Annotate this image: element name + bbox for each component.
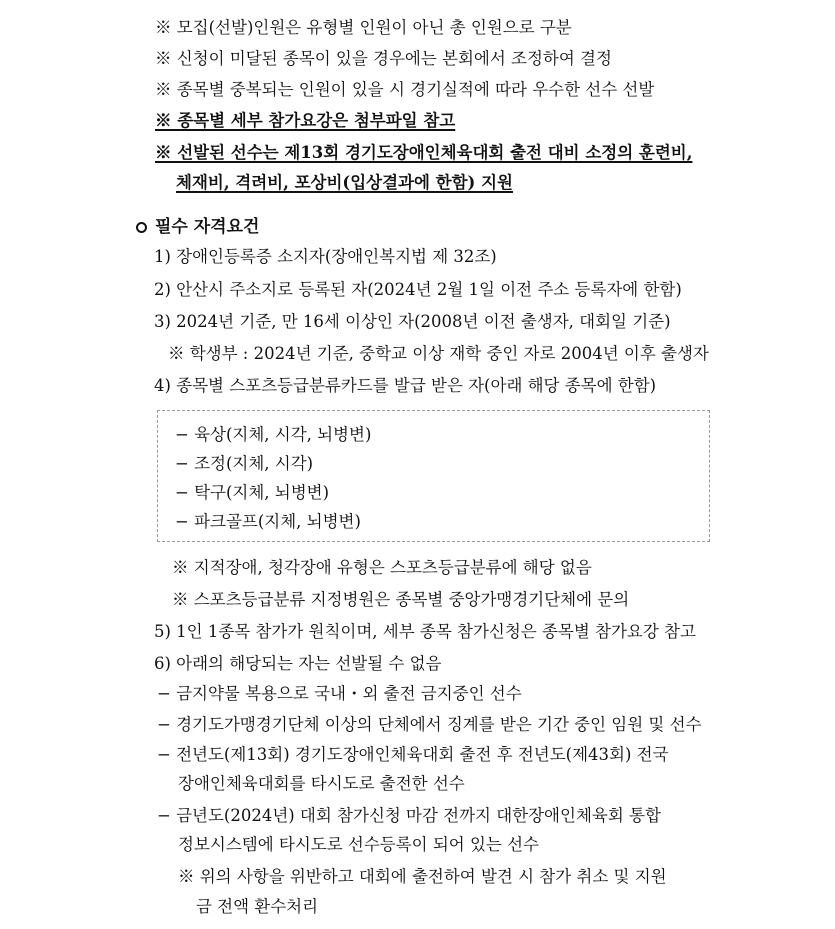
requirement-2: 2) 안산시 주소지로 등록된 자(2024년 2월 1일 이전 주소 등록자에 한함) — [154, 280, 682, 299]
requirement-1: 1) 장애인등록증 소지자(장애인복지법 제 32조) — [154, 247, 497, 266]
exclusion-item: − 전년도(제13회) 경기도장애인체육대회 출전 후 전년도(제43회) 전국 — [157, 745, 669, 764]
sport-item-athletics: − 육상(지체, 시각, 뇌병변) — [175, 425, 372, 444]
class-note-1: ※ 지적장애, 청각장애 유형은 스포츠등급분류에 해당 없음 — [172, 558, 592, 577]
section-title: 필수 자격요건 — [155, 217, 260, 237]
requirement-5: 5) 1인 1종목 참가가 원칙이며, 세부 종목 참가신청은 종목별 참가요강 참고 — [154, 622, 696, 641]
exclusion-item: − 경기도가맹경기단체 이상의 단체에서 징계를 받은 기간 중인 임원 및 선수 — [157, 715, 702, 734]
note-support-line1: ※ 선발된 선수는 제13회 경기도장애인체육대회 출전 대비 소정의 훈련비, — [155, 143, 693, 162]
note-duplicate: ※ 종목별 중복되는 인원이 있을 시 경기실적에 따라 우수한 선수 선발 — [155, 80, 655, 99]
requirement-student-note: ※ 학생부 : 2024년 기준, 중학교 이상 재학 중인 자로 2004년 이후 출생자 — [168, 344, 709, 363]
exclusion-item: − 금지약물 복용으로 국내・외 출전 금지중인 선수 — [157, 684, 522, 703]
note-shortfall: ※ 신청이 미달된 종목이 있을 경우에는 본회에서 조정하여 결정 — [155, 49, 612, 68]
note-recruit-count: ※ 모집(선발)인원은 유형별 인원이 아닌 총 인원으로 구분 — [155, 18, 572, 37]
exclusion-item: − 금년도(2024년) 대회 참가신청 마감 전까지 대한장애인체육회 통합 — [157, 806, 661, 825]
requirement-3: 3) 2024년 기준, 만 16세 이상인 자(2008년 이전 출생자, 대회일 기준) — [154, 312, 671, 331]
section-header — [136, 216, 259, 238]
hollow-circle-icon — [136, 222, 147, 233]
note-support-line2: 체재비, 격려비, 포상비(입상결과에 한함) 지원 — [176, 173, 513, 192]
final-note-line1: ※ 위의 사항을 위반하고 대회에 출전하여 발견 시 참가 취소 및 지원 — [178, 867, 667, 886]
sport-item-table-tennis: − 탁구(지체, 뇌병변) — [175, 483, 330, 502]
requirement-4: 4) 종목별 스포츠등급분류카드를 발급 받은 자(아래 해당 종목에 한함) — [154, 376, 657, 395]
note-attachment: ※ 종목별 세부 참가요강은 첨부파일 참고 — [155, 111, 456, 130]
sport-item-rowing: − 조정(지체, 시각) — [175, 454, 314, 473]
exclusion-item-continued: 정보시스템에 타시도로 선수등록이 되어 있는 선수 — [178, 835, 539, 854]
exclusion-item-continued: 장애인체육대회를 타시도로 출전한 선수 — [178, 774, 465, 793]
class-note-2: ※ 스포츠등급분류 지정병원은 종목별 중앙가맹경기단체에 문의 — [172, 590, 630, 609]
final-note-line2: 금 전액 환수처리 — [196, 897, 319, 916]
requirement-6: 6) 아래의 해당되는 자는 선발될 수 없음 — [154, 654, 442, 673]
sport-item-park-golf: − 파크골프(지체, 뇌병변) — [175, 512, 361, 531]
